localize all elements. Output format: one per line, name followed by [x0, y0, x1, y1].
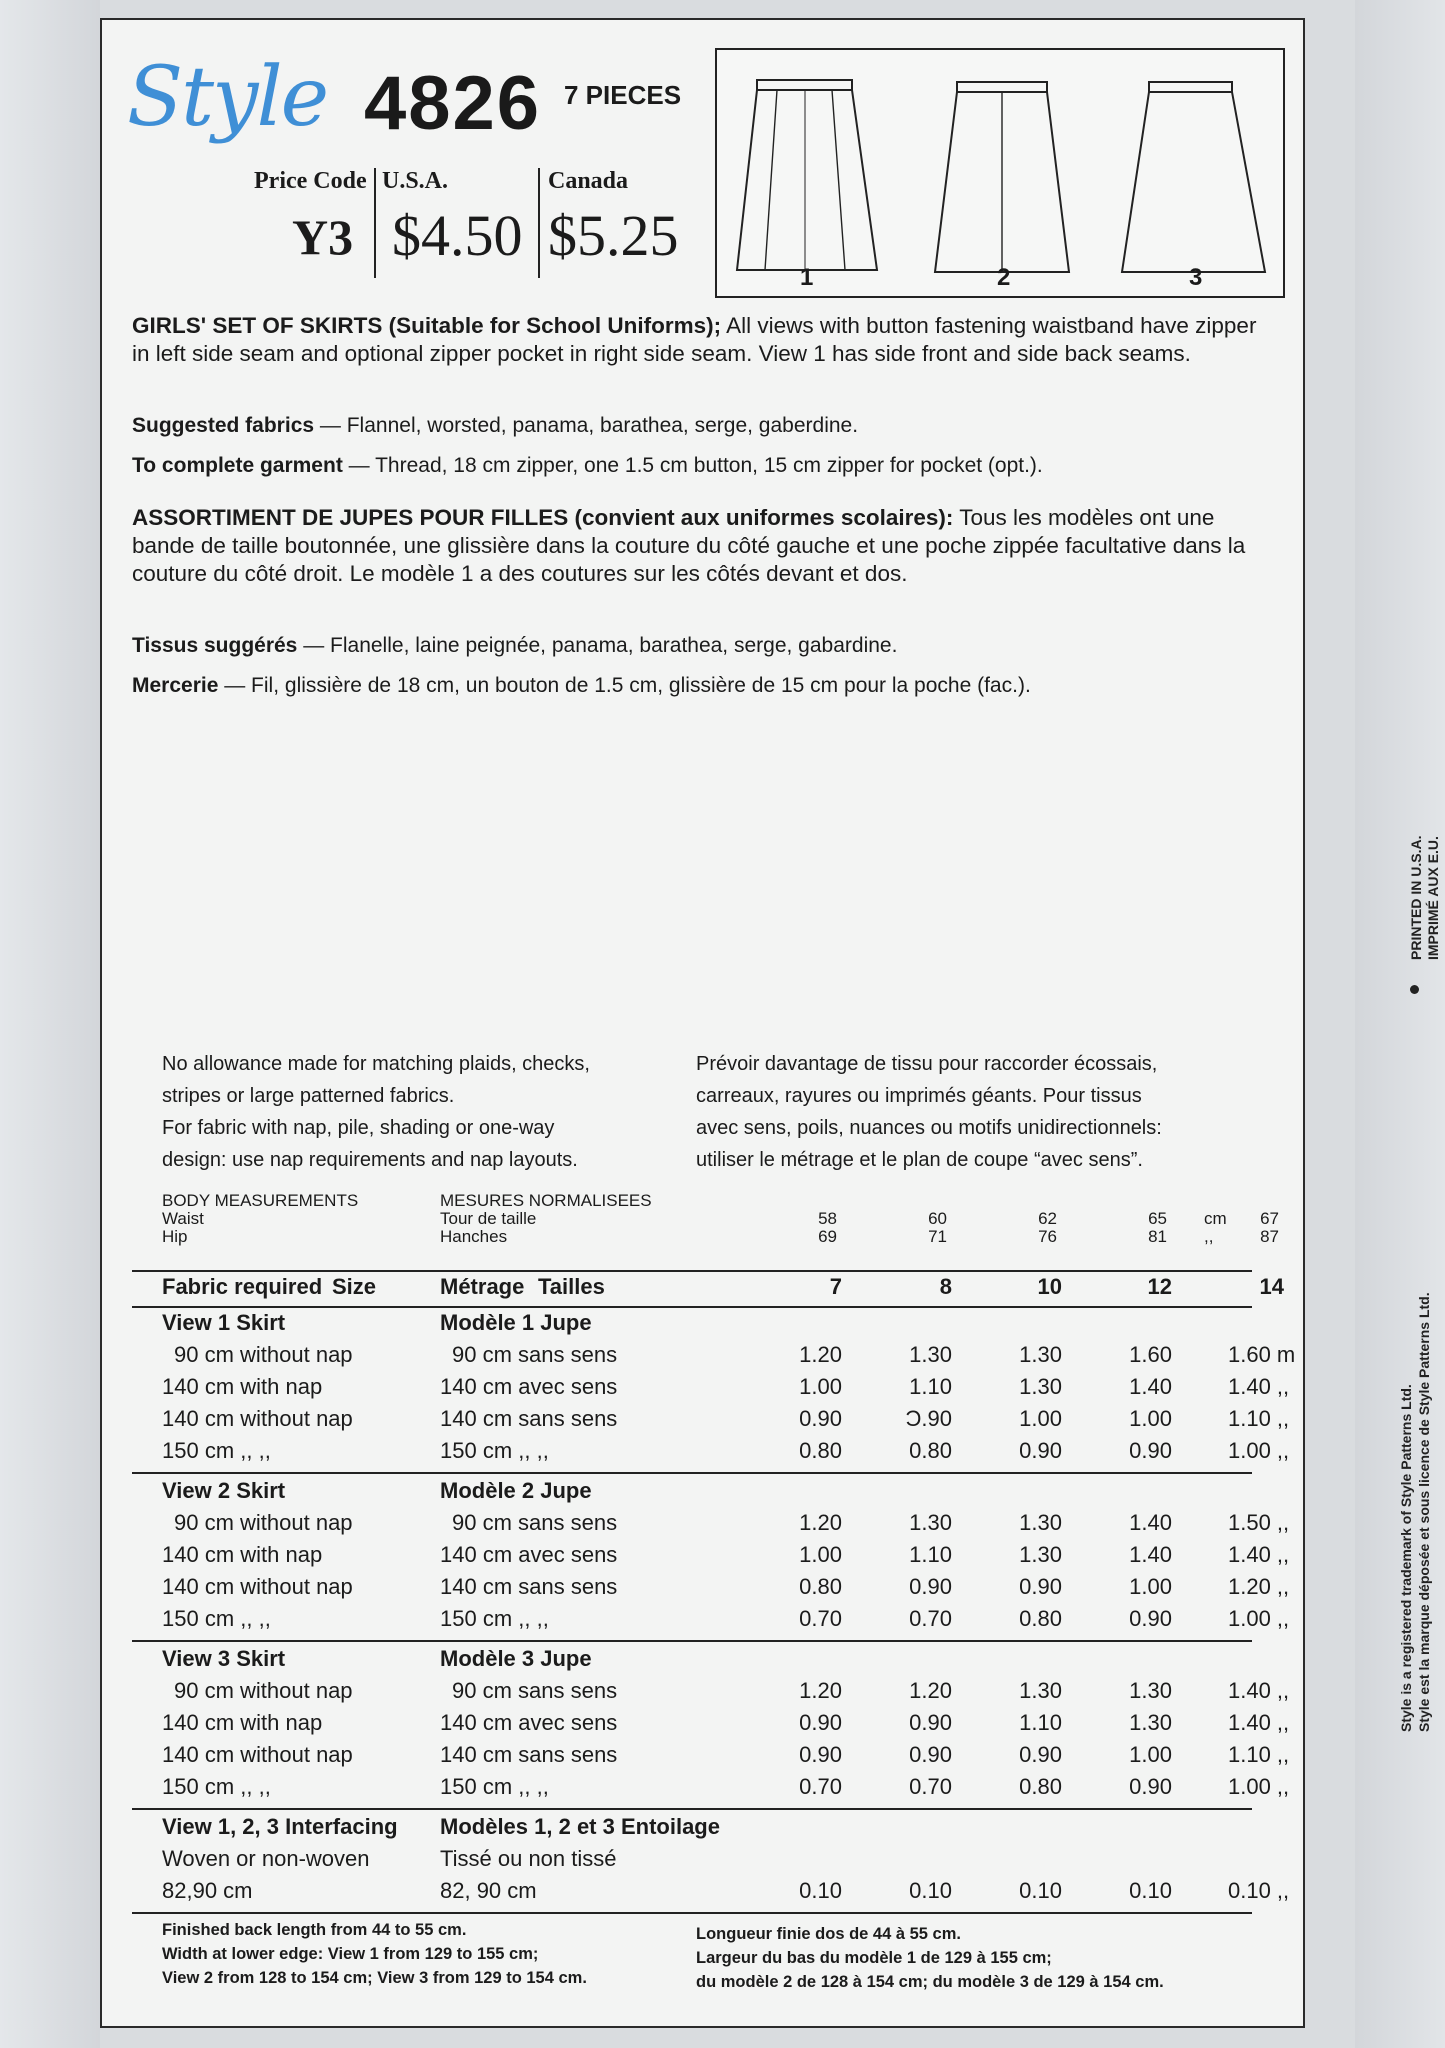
yardage-value: 0.10 — [1019, 1878, 1062, 1903]
yardage-value: 0.90 — [1019, 1742, 1062, 1767]
yardage-value: 1.00 ,, — [1228, 1438, 1290, 1463]
table-row — [132, 1438, 1290, 1470]
fabric-width-fr: 90 cm sans sens — [452, 1678, 618, 1703]
measurement-column: 62 76 — [1038, 1209, 1057, 1246]
fabric-width-fr: 150 cm ,, ,, — [440, 1606, 549, 1631]
size-cell: 7 — [829, 1274, 842, 1299]
yardage-value: 1.00 — [799, 1374, 842, 1399]
yardage-value: 0.90 — [1019, 1438, 1062, 1463]
table-row — [132, 1342, 1296, 1374]
yardage-value: Ɔ.90 — [905, 1406, 952, 1431]
fabric-width-fr: 140 cm avec sens — [440, 1374, 618, 1399]
yardage-value: 0.70 — [799, 1774, 842, 1799]
interfacing-title-fr: Modèles 1, 2 et 3 Entoilage — [440, 1814, 720, 1839]
yardage-value: 0.70 — [799, 1606, 842, 1631]
fabric-width-en: 150 cm ,, ,, — [162, 1606, 271, 1631]
table-row — [132, 1878, 1290, 1910]
view-title-fr: Modèle 2 Jupe — [440, 1478, 592, 1503]
yardage-value: 1.30 — [1019, 1678, 1062, 1703]
finished-measurements-fr: Longueur finie dos de 44 à 55 cm. Largeur du bas du modèle 1 de 129 à 155 cm; du modèle 2 de 128 à 154 cm; du modèle 3 de 129 à 154 cm. — [696, 1925, 1164, 1991]
view-title: View 2 Skirt — [162, 1478, 286, 1503]
yardage-value: 0.90 — [799, 1742, 842, 1767]
pattern-envelope-back — [100, 18, 1305, 2028]
interfacing-type-fr: Tissé ou non tissé — [440, 1846, 617, 1871]
interfacing-title: View 1, 2, 3 Interfacing — [162, 1814, 398, 1839]
fabric-width-en: 150 cm ,, ,, — [162, 1774, 271, 1799]
yardage-value: 1.30 — [1129, 1678, 1172, 1703]
yardage-value: 1.10 — [1019, 1710, 1062, 1735]
yardage-value: 0.90 — [909, 1710, 952, 1735]
yardage-value: 1.10 — [909, 1542, 952, 1567]
yardage-value: 1.40 — [1129, 1510, 1172, 1535]
size-cell: 14 — [1259, 1274, 1284, 1299]
yardage-value: 0.80 — [1019, 1606, 1062, 1631]
usa-label: U.S.A. — [382, 168, 449, 194]
trademark-note: Style is a registered trademark of Style Patterns Ltd. — [1398, 1384, 1414, 1732]
yardage-value: 1.00 ,, — [1228, 1774, 1290, 1799]
yardage-value: 1.20 — [909, 1678, 952, 1703]
fabric-width-fr: 90 cm sans sens — [452, 1342, 618, 1367]
yardage-value: 1.40 ,, — [1228, 1542, 1290, 1567]
skirt-view-1-sketch — [737, 80, 877, 270]
fabric-width-en: 140 cm with nap — [162, 1710, 323, 1735]
yardage-value: 1.00 — [1019, 1406, 1062, 1431]
description-english — [132, 312, 1262, 368]
yardage-value: 0.70 — [909, 1774, 952, 1799]
printed-in-usa: PRINTED IN U.S.A. — [1408, 835, 1424, 960]
divider — [132, 1472, 1252, 1474]
yardage-value: 1.30 — [909, 1510, 952, 1535]
yardage-value: 1.40 ,, — [1228, 1374, 1290, 1399]
yardage-value: 0.90 — [909, 1574, 952, 1599]
interfacing-width-fr: 82, 90 cm — [440, 1878, 537, 1903]
measurement-column: 58 69 — [818, 1209, 837, 1246]
size-cell: 8 — [939, 1274, 952, 1299]
fabric-width-en: 140 cm without nap — [162, 1406, 353, 1431]
fabric-width-en: 140 cm with nap — [162, 1374, 323, 1399]
yardage-value: 1.50 ,, — [1228, 1510, 1290, 1535]
yardage-value: 1.00 — [1129, 1406, 1172, 1431]
fabric-width-en: 90 cm without nap — [174, 1510, 353, 1535]
table-row — [132, 1374, 1290, 1406]
yardage-value: 0.10 — [799, 1878, 842, 1903]
yardage-value: 0.90 — [1019, 1574, 1062, 1599]
body-measurements-labels: BODY MEASUREMENTS Waist Hip — [162, 1191, 359, 1246]
envelope-flap-right — [1355, 0, 1445, 2048]
yardage-value: 1.20 — [799, 1510, 842, 1535]
yardage-value: 0.90 — [1129, 1438, 1172, 1463]
table-row — [132, 1510, 1290, 1542]
yardage-value: 1.20 — [799, 1342, 842, 1367]
description-french — [132, 504, 1262, 588]
skirt-view-3-sketch — [1122, 82, 1265, 272]
price-code: Y3 — [292, 209, 354, 265]
body-measurements-labels-fr: MESURES NORMALISEES Tour de taille Hanches — [440, 1191, 652, 1246]
envelope-flap-left — [0, 0, 100, 2048]
fabric-width-en: 150 cm ,, ,, — [162, 1438, 271, 1463]
yardage-value: 0.80 — [909, 1438, 952, 1463]
divider — [132, 1912, 1252, 1914]
view-title-fr: Modèle 1 Jupe — [440, 1310, 592, 1335]
view-title: View 3 Skirt — [162, 1646, 286, 1671]
table-row — [132, 1742, 1290, 1774]
table-row — [132, 1678, 1290, 1710]
yardage-value: 1.30 — [1019, 1342, 1062, 1367]
yardage-value: 1.60 m — [1228, 1342, 1296, 1367]
interfacing-width: 82,90 cm — [162, 1878, 253, 1903]
view-title-row — [132, 1310, 1252, 1342]
finished-measurements-en: Finished back length from 44 to 55 cm. Width at lower edge: View 1 from 129 to 155 cm; View 2 from 128 to 154 cm; View 3 from 129 to 154 cm. — [162, 1921, 587, 1987]
yardage-value: 1.00 — [799, 1542, 842, 1567]
description-text: All views with button fastening waistband have zipper in left side seam and optional zipper pocket in right side seam. View 1 has side front and side back seams. — [132, 313, 1257, 366]
view-title-row — [132, 1646, 1252, 1678]
yardage-value: 0.80 — [1019, 1774, 1062, 1799]
yardage-value: 0.10 — [1129, 1878, 1172, 1903]
size-cell: 12 — [1147, 1274, 1172, 1299]
measurement-column: 60 71 — [928, 1209, 947, 1246]
fabric-width-fr: 150 cm ,, ,, — [440, 1774, 549, 1799]
yardage-value: 1.20 — [799, 1678, 842, 1703]
fabric-width-en: 140 cm with nap — [162, 1542, 323, 1567]
divider — [538, 168, 540, 278]
yardage-value: 0.80 — [799, 1574, 842, 1599]
yardage-value: 1.30 — [1129, 1710, 1172, 1735]
fabric-width-fr: 90 cm sans sens — [452, 1510, 618, 1535]
yardage-value: 1.30 — [1019, 1542, 1062, 1567]
yardage-value: 1.30 — [1019, 1510, 1062, 1535]
table-row — [132, 1406, 1290, 1438]
size-header-row: Fabric required Size Métrage Tailles 7 8 10 12 14 — [162, 1274, 1284, 1299]
view-title: View 1 Skirt — [162, 1310, 286, 1335]
size-cell: 10 — [1037, 1274, 1062, 1299]
yardage-value: 1.10 ,, — [1228, 1742, 1290, 1767]
yardage-value: 0.10 ,, — [1228, 1878, 1290, 1903]
skirt-view-2-sketch — [935, 82, 1069, 272]
fabric-width-en: 140 cm without nap — [162, 1574, 353, 1599]
description-title-fr: ASSORTIMENT DE JUPES POUR FILLES (convient aux uniformes scolaires): — [132, 505, 954, 530]
yardage-value: 1.10 — [909, 1374, 952, 1399]
yardage-value: 1.30 — [909, 1342, 952, 1367]
view-title-row — [132, 1478, 1252, 1510]
divider — [132, 1270, 1252, 1272]
printed-in-usa-fr: IMPRIMÉ AUX E.U. — [1425, 836, 1441, 960]
views-illustration — [715, 48, 1285, 298]
pieces-count: 7 PIECES — [564, 80, 682, 110]
yardage-value: 1.40 — [1129, 1374, 1172, 1399]
yardage-value: 0.90 — [1129, 1774, 1172, 1799]
yardage-value: 1.60 — [1129, 1342, 1172, 1367]
interfacing-title-row — [132, 1814, 1252, 1846]
yardage-value: 1.40 ,, — [1228, 1678, 1290, 1703]
fabric-width-fr: 140 cm sans sens — [440, 1406, 618, 1431]
yardage-value: 1.10 ,, — [1228, 1406, 1290, 1431]
yardage-value: 1.00 — [1129, 1742, 1172, 1767]
interfacing-type: Woven or non-woven — [162, 1846, 370, 1871]
yardage-value: 0.10 — [909, 1878, 952, 1903]
fabric-width-fr: 140 cm avec sens — [440, 1710, 618, 1735]
pattern-number: 4826 — [364, 61, 542, 146]
yardage-value: 0.80 — [799, 1438, 842, 1463]
description-title: GIRLS' SET OF SKIRTS (Suitable for School Uniforms); — [132, 313, 722, 338]
table-row — [132, 1774, 1290, 1806]
yardage-value: 0.90 — [1129, 1606, 1172, 1631]
table-row — [132, 1574, 1290, 1606]
fabric-width-fr: 150 cm ,, ,, — [440, 1438, 549, 1463]
skirt-sketches — [717, 50, 1283, 296]
unit-label: cm ,, — [1204, 1209, 1227, 1246]
fabric-width-fr: 140 cm sans sens — [440, 1742, 618, 1767]
divider — [132, 1808, 1252, 1810]
fabric-width-fr: 140 cm sans sens — [440, 1574, 618, 1599]
canada-price: $5.25 — [548, 203, 679, 268]
yardage-value: 1.40 — [1129, 1542, 1172, 1567]
yardage-value: 0.90 — [909, 1742, 952, 1767]
fabric-notes-fr: Prévoir davantage de tissu pour raccorder écossais, carreaux, rayures ou imprimés géants. Pour tissus avec sens, poils, nuances ou motifs unidirectionnels: utiliser le métrage et le plan de coupe “avec sens”. — [696, 1053, 1162, 1171]
table-row — [132, 1542, 1290, 1574]
notions: To complete garment — Thread, 18 cm zipper, one 1.5 cm button, 15 cm zipper for pocket (opt.). — [132, 454, 1043, 477]
view-number: 3 — [1189, 264, 1203, 291]
yardage-value: 0.90 — [799, 1406, 842, 1431]
usa-price: $4.50 — [392, 203, 523, 268]
measurement-column: 67 87 — [1260, 1209, 1279, 1246]
suggested-fabrics: Suggested fabrics — Flannel, worsted, panama, barathea, serge, gaberdine. — [132, 414, 859, 437]
fabric-width-en: 140 cm without nap — [162, 1742, 353, 1767]
view-title-fr: Modèle 3 Jupe — [440, 1646, 592, 1671]
description-text-fr: Tous les modèles ont une bande de taille boutonnée, une glissière dans la couture du côté gauche et une poche zippée facultative dans la couture du côté droit. Le modèle 1 a des coutures sur les côtés devant et dos. — [132, 505, 1246, 586]
yardage-value: 1.00 — [1129, 1574, 1172, 1599]
fabric-notes-en: No allowance made for matching plaids, checks, stripes or large patterned fabrics. For fabric with nap, pile, shading or one-way design: use nap requirements and nap layouts. — [162, 1053, 590, 1171]
table-row — [132, 1846, 1252, 1878]
view-number: 2 — [997, 264, 1011, 291]
canada-label: Canada — [548, 168, 629, 194]
fabric-width-en: 90 cm without nap — [174, 1342, 353, 1367]
yardage-value: 0.90 — [799, 1710, 842, 1735]
trademark-note-fr: Style est la marque déposée et sous licence de Style Patterns Ltd. — [1416, 1292, 1432, 1732]
table-row — [132, 1710, 1290, 1742]
fabric-width-fr: 140 cm avec sens — [440, 1542, 618, 1567]
yardage-value: 1.30 — [1019, 1374, 1062, 1399]
bullet — [1410, 985, 1419, 994]
suggested-fabrics-fr: Tissus suggérés — Flanelle, laine peignée, panama, barathea, serge, gabardine. — [132, 634, 898, 657]
divider — [374, 168, 376, 278]
style-logo: Style — [127, 50, 328, 145]
yardage-value: 1.00 ,, — [1228, 1606, 1290, 1631]
fabric-width-en: 90 cm without nap — [174, 1678, 353, 1703]
yardage-value: 1.40 ,, — [1228, 1710, 1290, 1735]
notions-fr: Mercerie — Fil, glissière de 18 cm, un bouton de 1.5 cm, glissière de 15 cm pour la poche (fac.). — [132, 674, 1031, 697]
divider — [132, 1306, 1252, 1308]
price-code-label: Price Code — [254, 168, 367, 194]
yardage-value: 1.20 ,, — [1228, 1574, 1290, 1599]
yardage-value: 0.70 — [909, 1606, 952, 1631]
table-row — [132, 1606, 1290, 1638]
divider — [132, 1640, 1252, 1642]
measurement-column: 65 81 — [1148, 1209, 1167, 1246]
view-number: 1 — [800, 264, 814, 291]
